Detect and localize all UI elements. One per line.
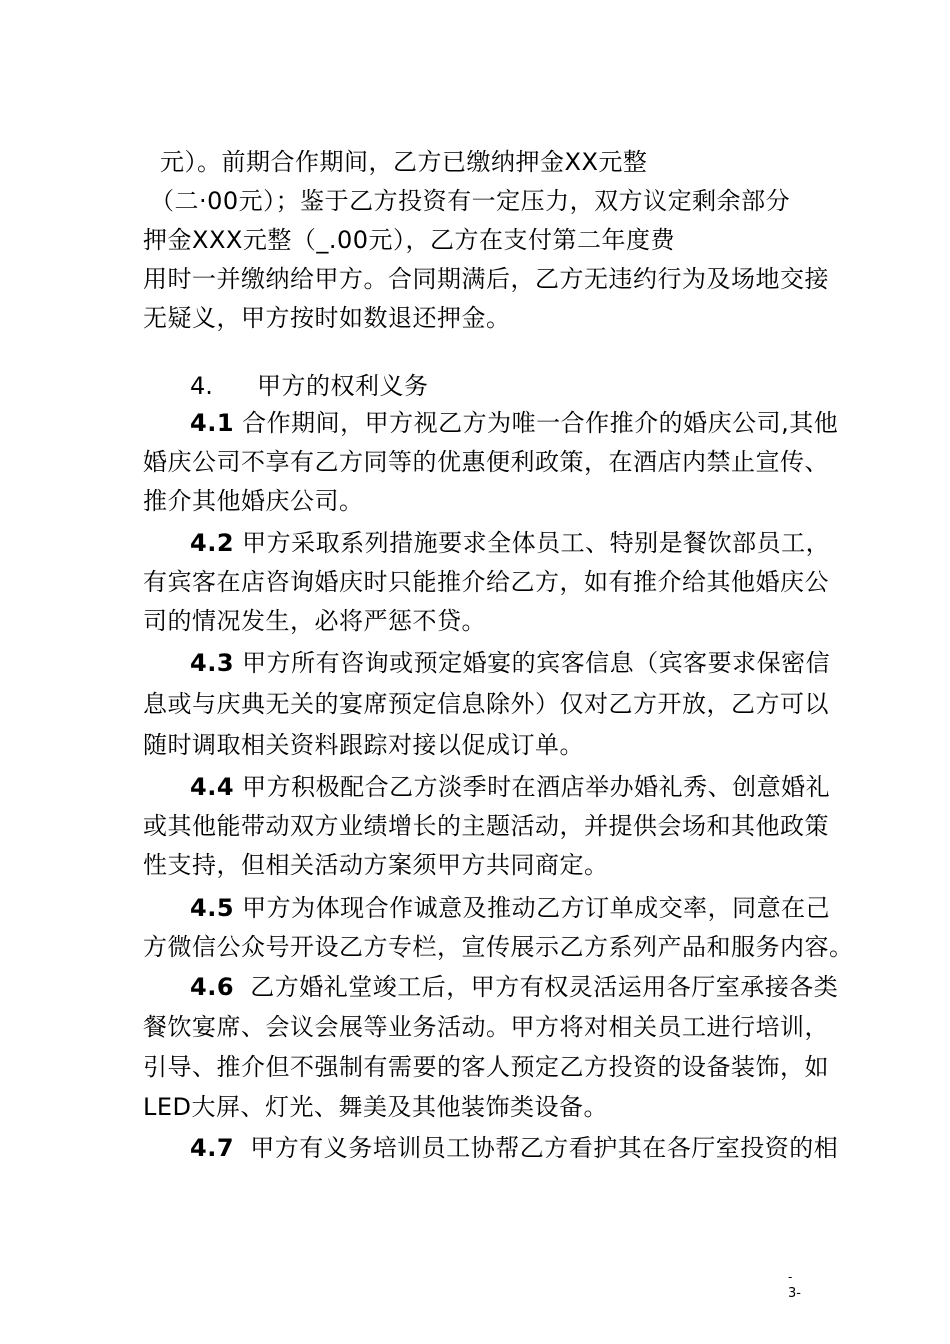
clause-4-6-line-2: 餐饮宴席、会议会展等业务活动。甲方将对相关员工进行培训， [143,1013,829,1041]
clause-text: 甲方采取系列措施要求全体员工、特别是餐饮部员工， [242,529,831,557]
clause-4-6-line-1 [190,972,890,1002]
clause-text: 甲方所有咨询或预定婚宴的宾客信息（宾客要求保密信 [242,649,831,677]
clause-4-2-line-3: 司的情况发生，必将严惩不贷。 [143,607,486,635]
clause-4-1-line-2: 婚庆公司不享有乙方同等的优惠便利政策，在酒店内禁止宣传、 [143,448,829,476]
clause-4-3-line-2: 息或与庆典无关的宴席预定信息除外）仅对乙方开放，乙方可以 [143,690,829,718]
clause-text: 甲方有义务培训员工协帮乙方看护其在各厅室投资的相 [250,1134,839,1162]
clause-4-5-line-1 [190,893,890,923]
clause-number: 4.7 [190,1134,235,1162]
clause-4-2-line-1 [190,528,890,558]
clause-4-1-line-1 [190,408,890,438]
clause-4-4-line-1 [190,772,890,802]
clause-4-3-line-1 [190,648,890,678]
paragraph-line: 无疑义，甲方按时如数退还押金。 [143,304,511,332]
clause-number: 4.6 [190,973,235,1001]
paragraph-line: 用时一并缴纳给甲方。合同期满后，乙方无违约行为及场地交接 [143,265,829,293]
clause-number: 4.5 [190,894,235,922]
clause-4-2-line-2: 有宾客在店咨询婚庆时只能推介给乙方，如有推介给其他婚庆公 [143,568,829,596]
clause-4-3-line-3: 随时调取相关资料跟踪对接以促成订单。 [143,731,584,759]
section-number: 4. [190,372,213,400]
clause-number: 4.2 [190,529,235,557]
clause-4-6-line-4: LED大屏、灯光、舞美及其他装饰类设备。 [143,1093,609,1121]
clause-4-6-line-3: 引导、推介但不强制有需要的客人预定乙方投资的设备装饰，如 [143,1053,829,1081]
section-title: 甲方的权利义务 [257,372,429,400]
clause-4-4-line-3: 性支持，但相关活动方案须甲方共同商定。 [143,851,609,879]
clause-number: 4.4 [190,773,235,801]
page-number: 3- [788,1286,801,1301]
clause-4-1-line-3: 推介其他婚庆公司。 [143,487,364,515]
paragraph-line: （二·00元）；鉴于乙方投资有一定压力，双方议定剩余部分 [150,187,791,215]
clause-text: 合作期间，甲方视乙方为唯一合作推介的婚庆公司,其他 [242,409,839,437]
paragraph-line: 元）。前期合作期间，乙方已缴纳押金XX元整 [160,148,648,176]
clause-4-7-line-1 [190,1133,890,1163]
clause-text: 乙方婚礼堂竣工后，甲方有权灵活运用各厅室承接各类 [250,973,839,1001]
footer-dash: - [788,1270,793,1284]
paragraph-line: 押金XXX元整（_.00元），乙方在支付第二年度费 [143,226,675,254]
clause-number: 4.3 [190,649,235,677]
clause-number: 4.1 [190,409,235,437]
clause-4-4-line-2: 或其他能带动双方业绩增长的主题活动，并提供会场和其他政策 [143,812,829,840]
clause-4-5-line-2: 方微信公众号开设乙方专栏，宣传展示乙方系列产品和服务内容。 [143,933,854,961]
clause-text: 甲方为体现合作诚意及推动乙方订单成交率，同意在己 [242,894,831,922]
clause-text: 甲方积极配合乙方淡季时在酒店举办婚礼秀、创意婚礼 [242,773,831,801]
